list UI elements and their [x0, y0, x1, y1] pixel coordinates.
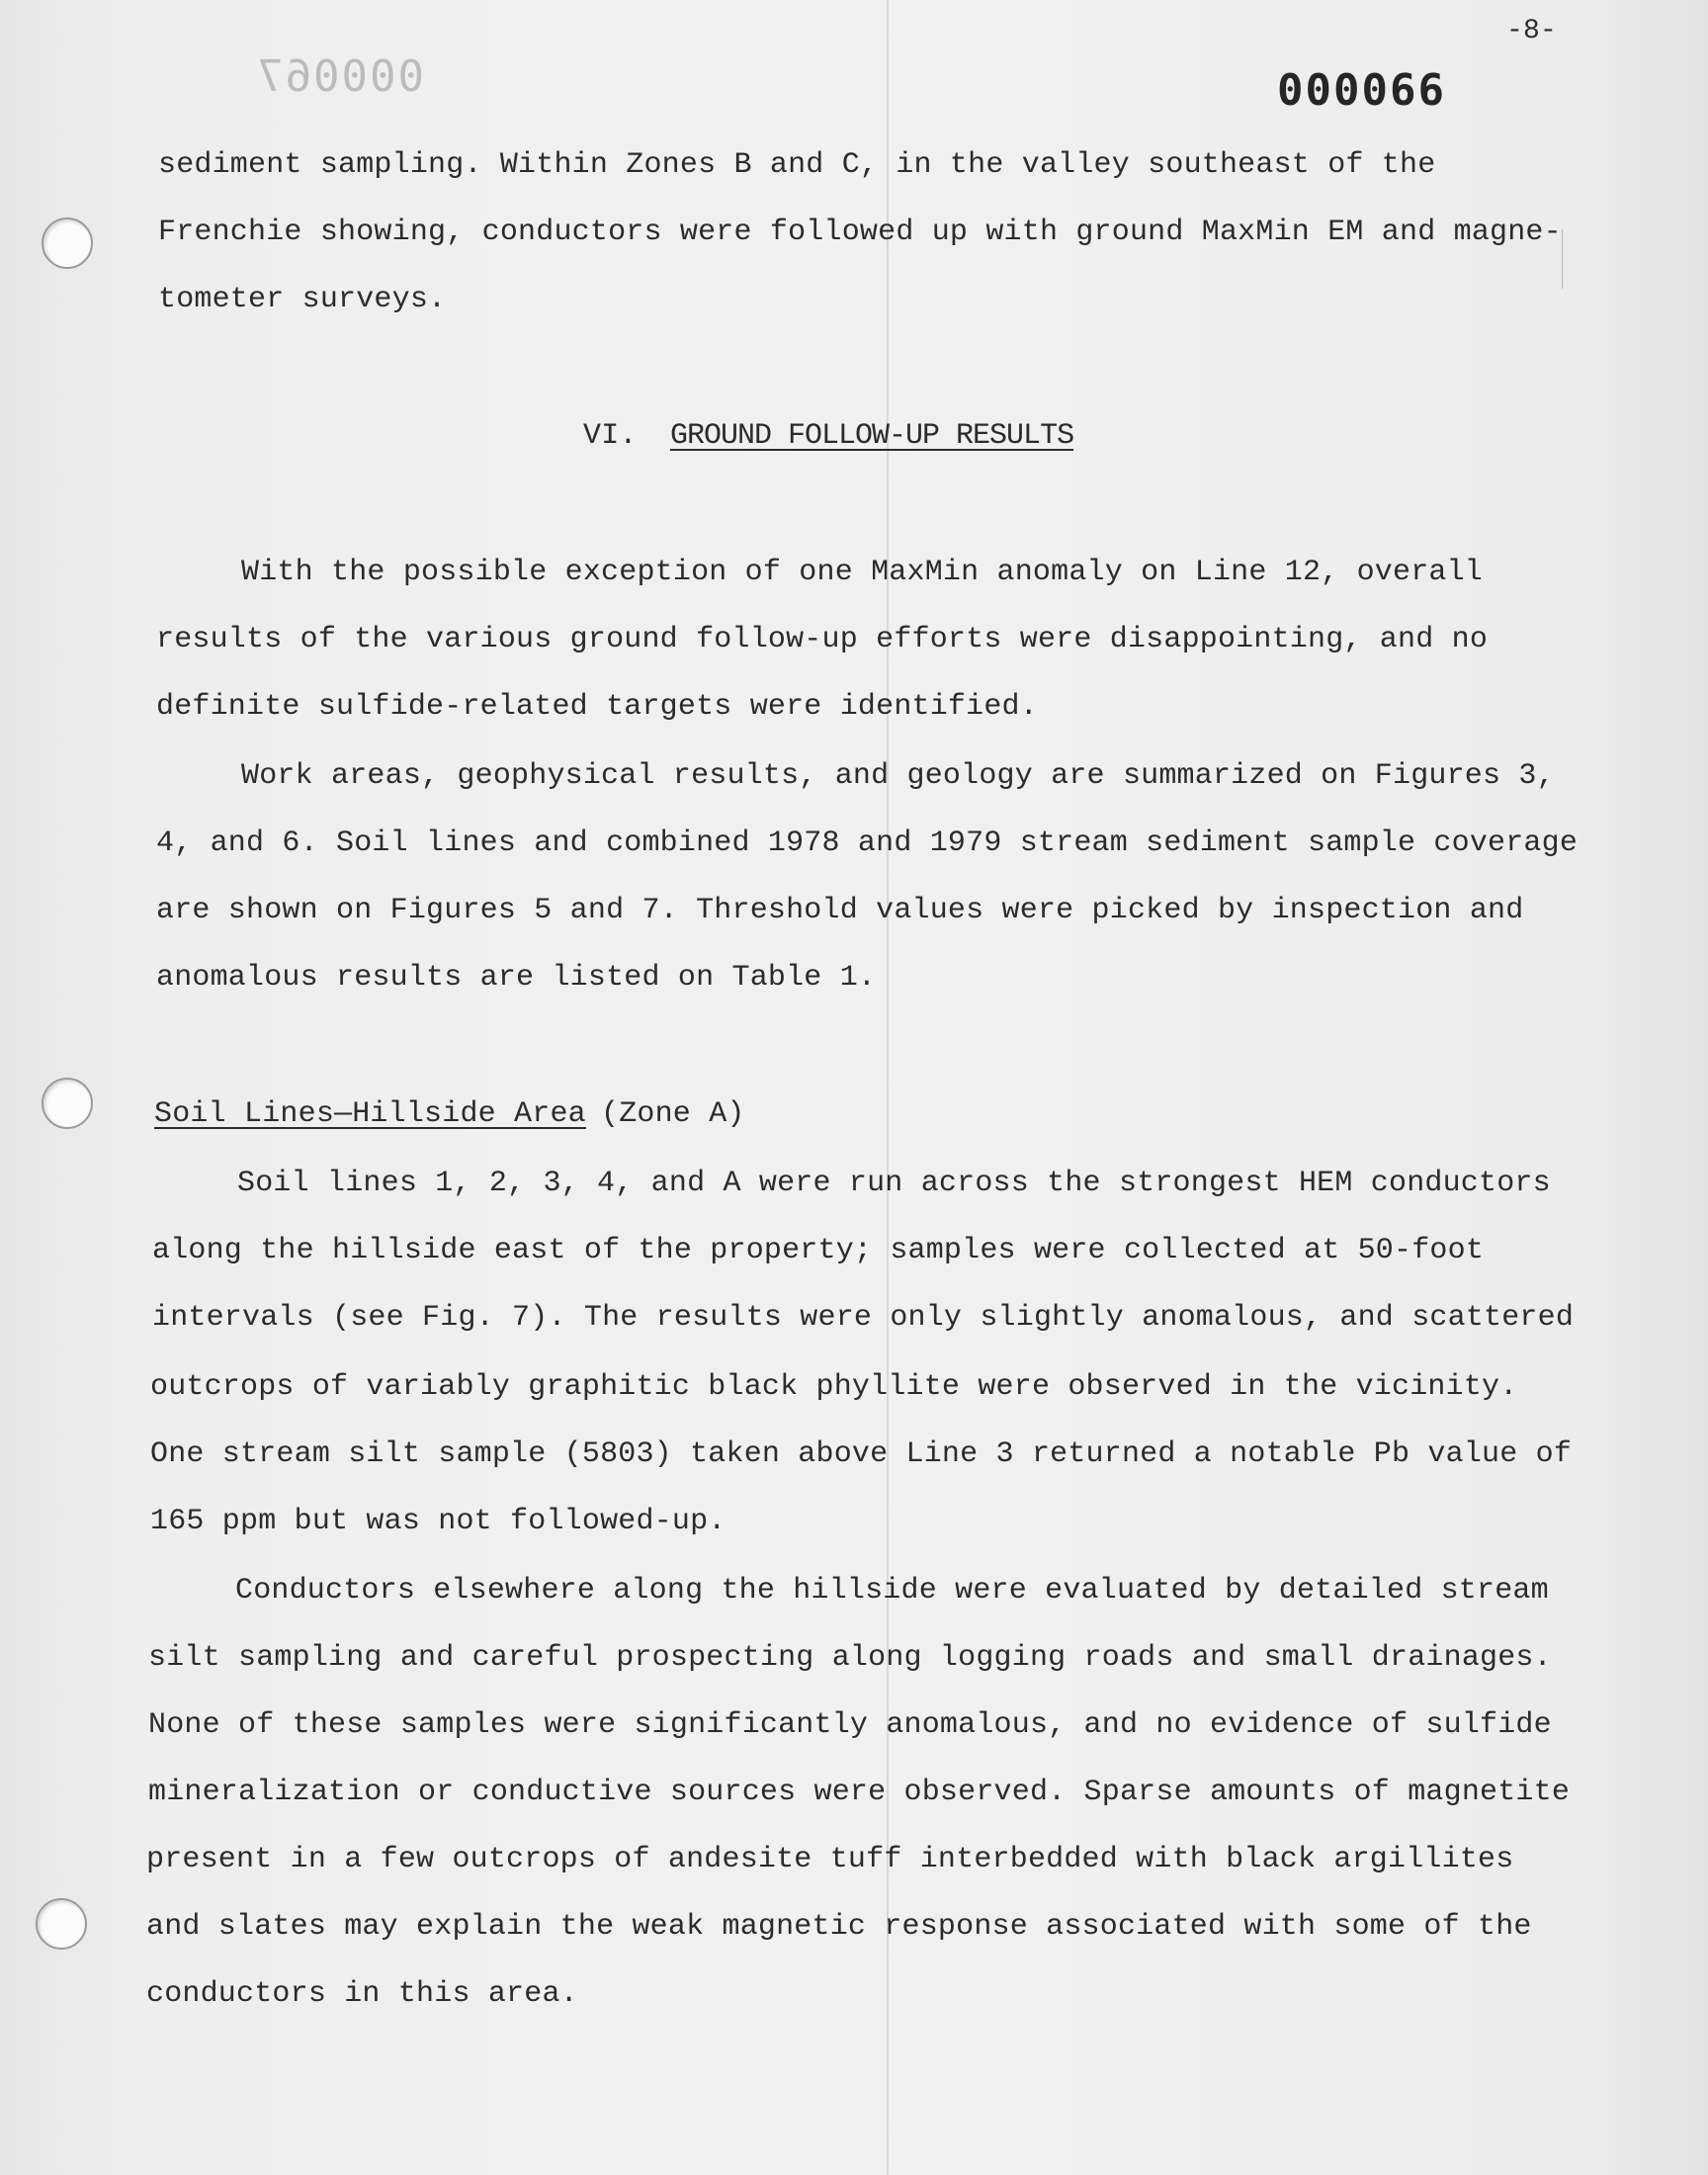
paragraph-4-line-1: Conductors elsewhere along the hillside were evaluated by detailed stream	[235, 1574, 1549, 1608]
punch-hole-top	[42, 218, 93, 269]
page-number: -8-	[1506, 16, 1558, 46]
section-number: VI.	[583, 419, 638, 453]
paragraph-1-line-2: results of the various ground follow-up efforts were disappointing, and no	[156, 623, 1489, 656]
intro-line-3: tometer surveys.	[158, 283, 447, 316]
punch-hole-middle	[42, 1078, 93, 1129]
paragraph-3-line-1: Soil lines 1, 2, 3, 4, and A were run across the strongest HEM conductors	[237, 1167, 1551, 1200]
paragraph-3-line-5: One stream silt sample (5803) taken above Line 3 returned a notable Pb value of	[150, 1437, 1573, 1471]
subheading-title: Soil Lines—Hillside Area	[154, 1097, 586, 1131]
paragraph-4-line-2: silt sampling and careful prospecting along logging roads and small drainages.	[148, 1641, 1552, 1675]
paragraph-4-line-3: None of these samples were significantly anomalous, and no evidence of sulfide	[148, 1708, 1552, 1742]
intro-line-2: Frenchie showing, conductors were followed up with ground MaxMin EM and magne-	[158, 216, 1562, 249]
ghost-bates-stamp: 000067	[255, 51, 424, 102]
paragraph-3-line-3: intervals (see Fig. 7). The results were only slightly anomalous, and scattered	[152, 1301, 1575, 1335]
paragraph-3-line-6: 165 ppm but was not followed-up.	[150, 1505, 726, 1538]
paragraph-2-line-4: anomalous results are listed on Table 1.	[156, 961, 877, 995]
section-heading: GROUND FOLLOW-UP RESULTS	[670, 419, 1074, 453]
paragraph-2-line-1: Work areas, geophysical results, and geology are summarized on Figures 3,	[241, 759, 1555, 793]
paragraph-4-line-6: and slates may explain the weak magnetic response associated with some of the	[146, 1910, 1532, 1944]
paragraph-1-line-1: With the possible exception of one MaxMin anomaly on Line 12, overall	[241, 556, 1484, 589]
paragraph-4-line-5: present in a few outcrops of andesite tuff interbedded with black argillites	[146, 1843, 1514, 1876]
bates-number: 000066	[1277, 65, 1446, 116]
punch-hole-bottom	[36, 1898, 87, 1950]
paragraph-2-line-2: 4, and 6. Soil lines and combined 1978 and 1979 stream sediment sample coverage	[156, 826, 1579, 860]
paragraph-1-line-3: definite sulfide-related targets were identified.	[156, 690, 1038, 724]
margin-mark	[1562, 229, 1563, 289]
paragraph-3-line-4: outcrops of variably graphitic black phyllite were observed in the vicinity.	[150, 1370, 1518, 1404]
paragraph-4-line-4: mineralization or conductive sources were observed. Sparse amounts of magnetite	[148, 1776, 1571, 1809]
subheading-zone: (Zone A)	[601, 1097, 745, 1131]
intro-line-1: sediment sampling. Within Zones B and C, in the valley southeast of the	[158, 148, 1436, 182]
paragraph-3-line-2: along the hillside east of the property; samples were collected at 50-foot	[152, 1234, 1485, 1267]
paragraph-4-line-7: conductors in this area.	[146, 1977, 578, 2011]
paragraph-2-line-3: are shown on Figures 5 and 7. Threshold values were picked by inspection and	[156, 894, 1524, 927]
